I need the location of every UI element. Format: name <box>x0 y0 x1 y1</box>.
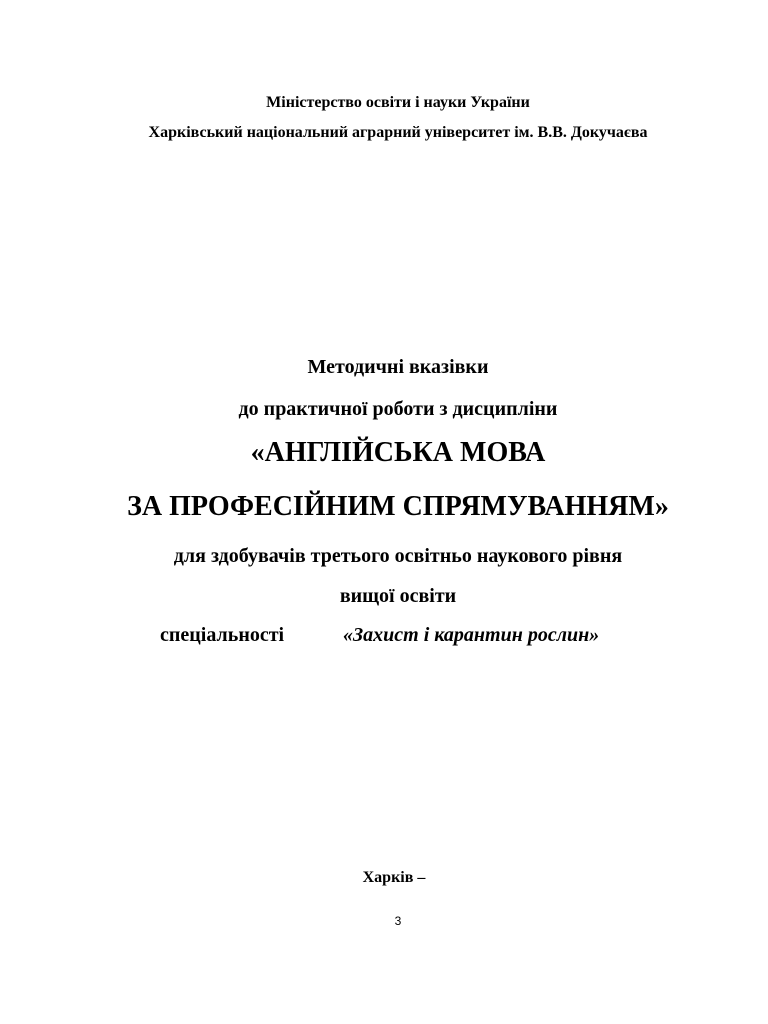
specialty-value: «Захист і карантин рослин» <box>343 624 600 646</box>
ministry-heading: Міністерство освіти і науки України <box>266 94 530 111</box>
education-level-line: вищої освіти <box>339 585 457 607</box>
university-heading: Харківський національний аграрний університет ім. В.В. Докучаєва <box>148 124 648 141</box>
discipline-name-line-1: «АНГЛІЙСЬКА МОВА <box>250 437 546 468</box>
practical-work-subtitle: до практичної роботи з дисципліни <box>238 398 558 420</box>
city-footer: Харків – <box>362 869 426 886</box>
guidelines-title: Методичні вказівки <box>307 356 489 378</box>
specialty-label: спеціальності <box>160 624 285 646</box>
page-number: 3 <box>394 914 402 928</box>
discipline-name-line-2: ЗА ПРОФЕСІЙНИМ СПРЯМУВАННЯМ» <box>127 491 669 522</box>
audience-line: для здобувачів третього освітньо наукового рівня <box>173 545 623 567</box>
